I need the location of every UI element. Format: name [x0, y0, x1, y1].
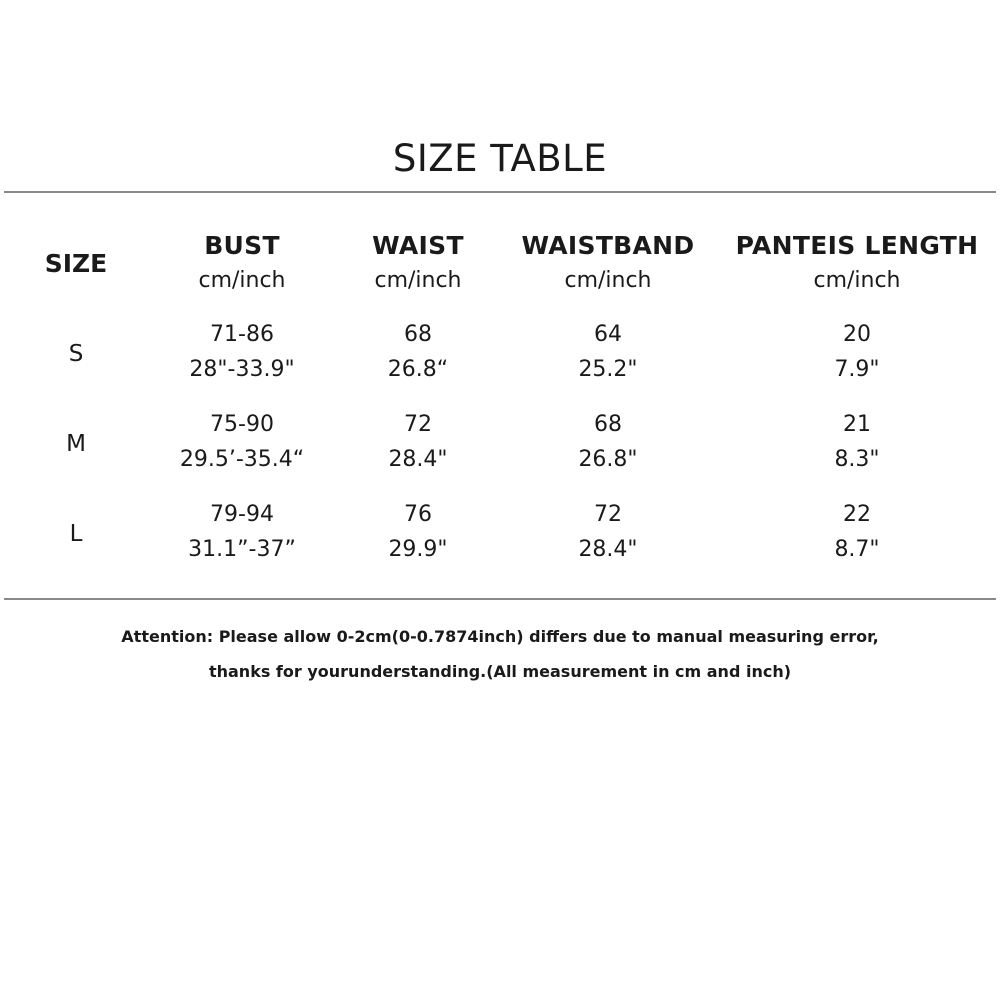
waist-column-header: WAIST	[372, 231, 464, 260]
size-label: S	[68, 341, 84, 367]
bust-inch: 31.1”-37”	[188, 537, 296, 562]
size-label: L	[69, 521, 83, 547]
size-label: M	[66, 431, 86, 457]
panties-length-cm: 22	[843, 502, 871, 527]
waistband-column-header: WAISTBAND	[521, 231, 695, 260]
bottom-divider	[4, 598, 996, 600]
bust-inch: 28"-33.9"	[189, 357, 295, 382]
waist-cm: 68	[404, 322, 432, 347]
waistband-cm: 72	[594, 502, 622, 527]
waist-cm: 76	[404, 502, 432, 527]
bust-cm: 71-86	[210, 322, 274, 347]
bust-cm: 79-94	[210, 502, 274, 527]
waistband-cm: 64	[594, 322, 622, 347]
panties-length-column-header: PANTEIS LENGTH	[735, 231, 979, 260]
attention-note-line-1: Attention: Please allow 0-2cm(0-0.7874inch) differs due to manual measuring error,	[121, 627, 879, 646]
size-column-header: SIZE	[44, 249, 108, 278]
waistband-inch: 26.8"	[578, 447, 638, 472]
panties-length-inch: 8.3"	[834, 447, 880, 472]
waist-inch: 26.8“	[387, 357, 449, 382]
waistband-column-unit: cm/inch	[564, 268, 652, 293]
attention-note-line-2: thanks for yourunderstanding.(All measurement in cm and inch)	[208, 662, 792, 681]
panties-length-inch: 7.9"	[834, 357, 880, 382]
panties-length-inch: 8.7"	[834, 537, 880, 562]
bust-cm: 75-90	[210, 412, 274, 437]
bust-column-header: BUST	[204, 231, 280, 260]
panties-length-cm: 20	[843, 322, 871, 347]
waist-inch: 29.9"	[388, 537, 448, 562]
waist-column-unit: cm/inch	[374, 268, 462, 293]
panties-length-cm: 21	[843, 412, 871, 437]
waistband-inch: 25.2"	[578, 357, 638, 382]
waistband-cm: 68	[594, 412, 622, 437]
page-title: SIZE TABLE	[392, 137, 608, 180]
waist-inch: 28.4"	[388, 447, 448, 472]
waistband-inch: 28.4"	[578, 537, 638, 562]
waist-cm: 72	[404, 412, 432, 437]
top-divider	[4, 191, 996, 193]
bust-column-unit: cm/inch	[198, 268, 286, 293]
bust-inch: 29.5’-35.4“	[179, 447, 305, 472]
panties-length-column-unit: cm/inch	[813, 268, 901, 293]
